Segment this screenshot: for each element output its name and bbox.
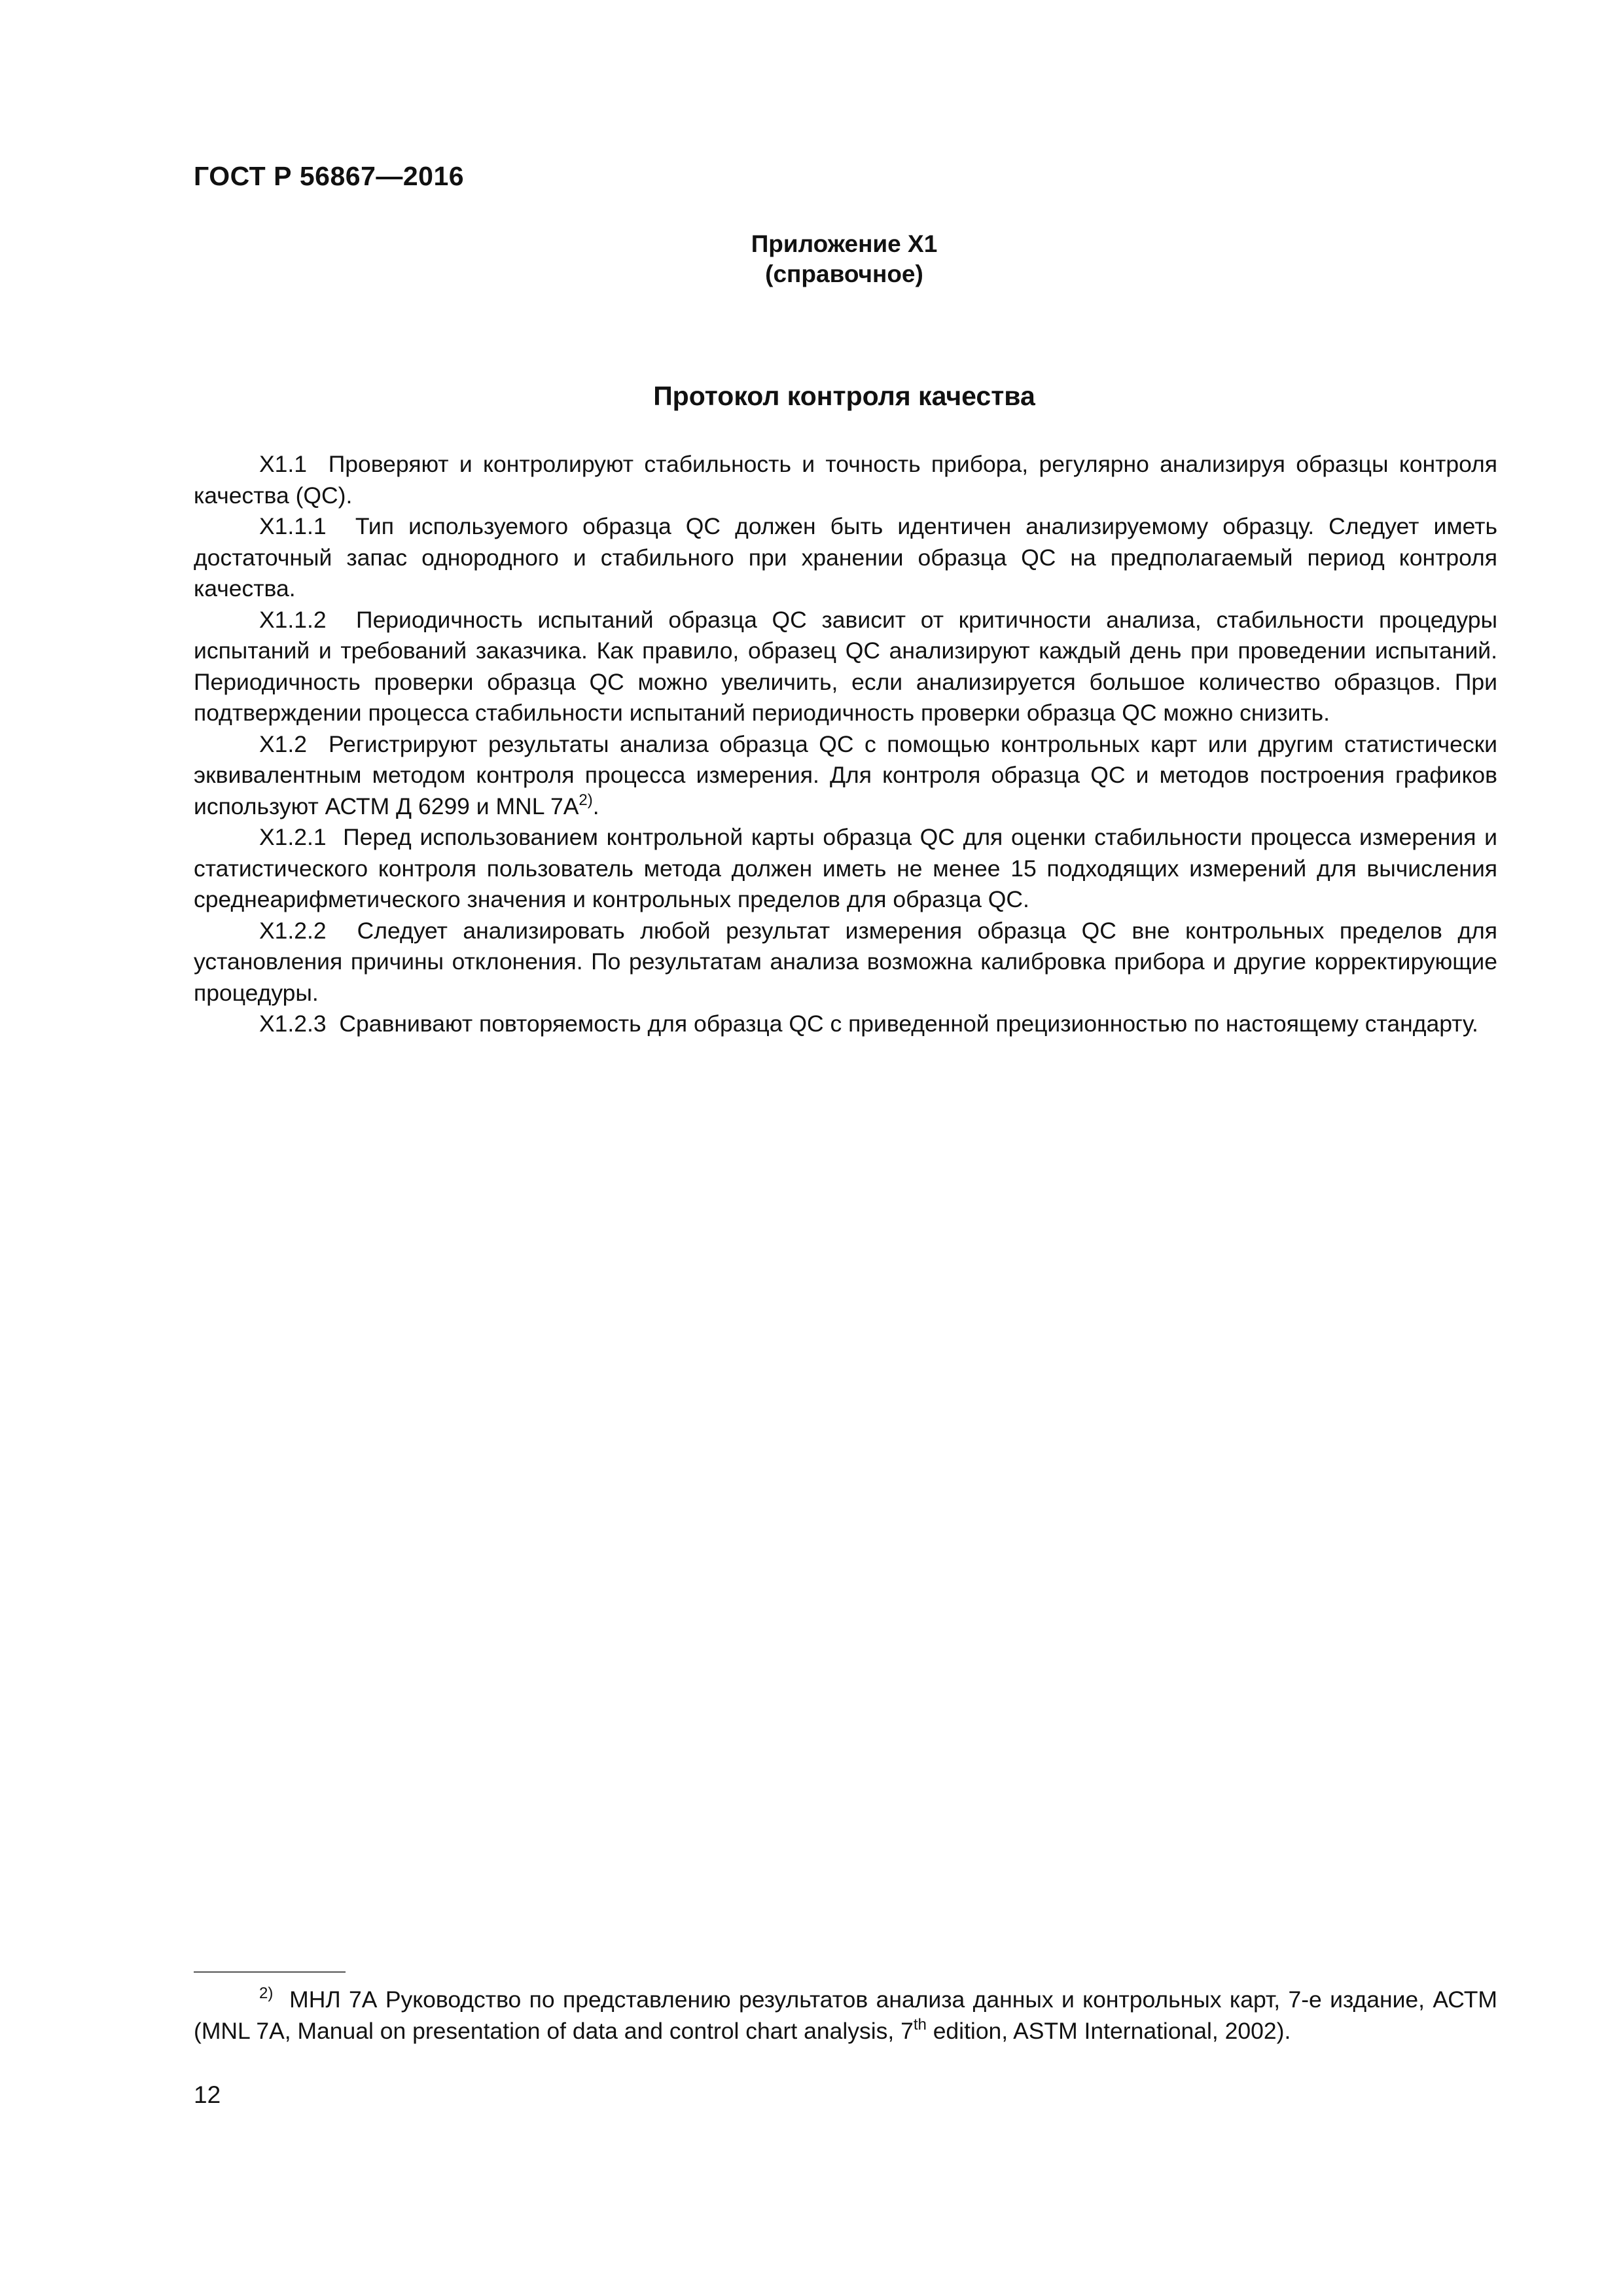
paragraph-text: Сравнивают повторяемость для образца QC с приведенной прецизионностью по настоящему стандарту. bbox=[339, 1011, 1478, 1037]
annex-title: Приложение Х1 bbox=[751, 230, 938, 257]
footnote-mark: 2) bbox=[259, 1984, 274, 2002]
footnote-text-after: edition, ASTM International, 2002). bbox=[926, 2017, 1291, 2044]
paragraph-x1-1-2 bbox=[194, 605, 1497, 729]
paragraph-text: Следует анализировать любой результат измерения образца QC вне контрольных пределов для установления причины отклонения. По результатам анализа возможна калибровка прибора и другие корректирующие процедуры. bbox=[194, 917, 1497, 1006]
footnote-reference[interactable]: 2) bbox=[579, 791, 593, 809]
paragraph-tail: . bbox=[592, 793, 599, 819]
paragraph-text: Проверяют и контролируют стабильность и точность прибора, регулярно анализируя образцы контроля качества (QC). bbox=[194, 451, 1497, 509]
paragraph-x1-2 bbox=[194, 729, 1497, 823]
paragraph-number: Х1.1.1 bbox=[259, 513, 327, 539]
paragraph-number: Х1.2.2 bbox=[259, 917, 327, 944]
paragraph-x1-2-2 bbox=[194, 916, 1497, 1009]
paragraph-x1-1 bbox=[194, 449, 1497, 511]
document-id: ГОСТ Р 56867—2016 bbox=[194, 161, 465, 191]
paragraph-text: Регистрируют результаты анализа образца QC с помощью контрольных карт или другим статистически эквивалентным методом контроля процесса измерения. Для контроля образца QC и методов построения графиков используют АСТМ Д 6299 и MNL 7A bbox=[194, 730, 1497, 819]
section-title: Протокол контроля качества bbox=[653, 381, 1035, 411]
paragraph-number: Х1.2.3 bbox=[259, 1011, 327, 1037]
paragraph-number: Х1.2.1 bbox=[259, 824, 327, 850]
paragraph-text: Периодичность испытаний образца QC зависит от критичности анализа, стабильности процедуры испытаний и требований заказчика. Как правило, образец QC анализируют каждый день при проведении испытаний. Периодичность проверки образца QC можно увеличить, если анализируется большое количество образцов. При подтверждении процесса стабильности испытаний периодичность проверки образца QC можно снизить. bbox=[194, 606, 1497, 726]
paragraph-text: Тип используемого образца QC должен быть идентичен анализируемому образцу. Следует иметь достаточный запас однородного и стабильного при хранении образца QC на предполагаемый период контроля качества. bbox=[194, 513, 1497, 601]
document-body bbox=[194, 449, 1497, 1040]
paragraph-x1-2-3 bbox=[194, 1009, 1497, 1040]
paragraph-number: Х1.1 bbox=[259, 451, 308, 477]
page-number: 12 bbox=[194, 2081, 221, 2108]
footnote bbox=[194, 1984, 1497, 2047]
paragraph-x1-2-1 bbox=[194, 822, 1497, 916]
footnote-divider bbox=[194, 1971, 346, 1973]
footnote-superscript: th bbox=[913, 2015, 927, 2034]
annex-kind: (справочное) bbox=[765, 260, 923, 287]
paragraph-number: Х1.2 bbox=[259, 730, 308, 757]
footnote-text bbox=[194, 1984, 1497, 2047]
footnote-text-before: МНЛ 7А Руководство по представлению результатов анализа данных и контрольных карт, 7-е издание, АСТМ (MNL 7A, Manual on presentation of data and control chart analysis, 7 bbox=[194, 1986, 1497, 2044]
paragraph-x1-1-1 bbox=[194, 511, 1497, 605]
paragraph-number: Х1.1.2 bbox=[259, 606, 327, 633]
paragraph-text: Перед использованием контрольной карты образца QC для оценки стабильности процесса измерения и статистического контроля пользователь метода должен иметь не менее 15 подходящих измерений для вычисления среднеарифметического значения и контрольных пределов для образца QC. bbox=[194, 824, 1497, 912]
